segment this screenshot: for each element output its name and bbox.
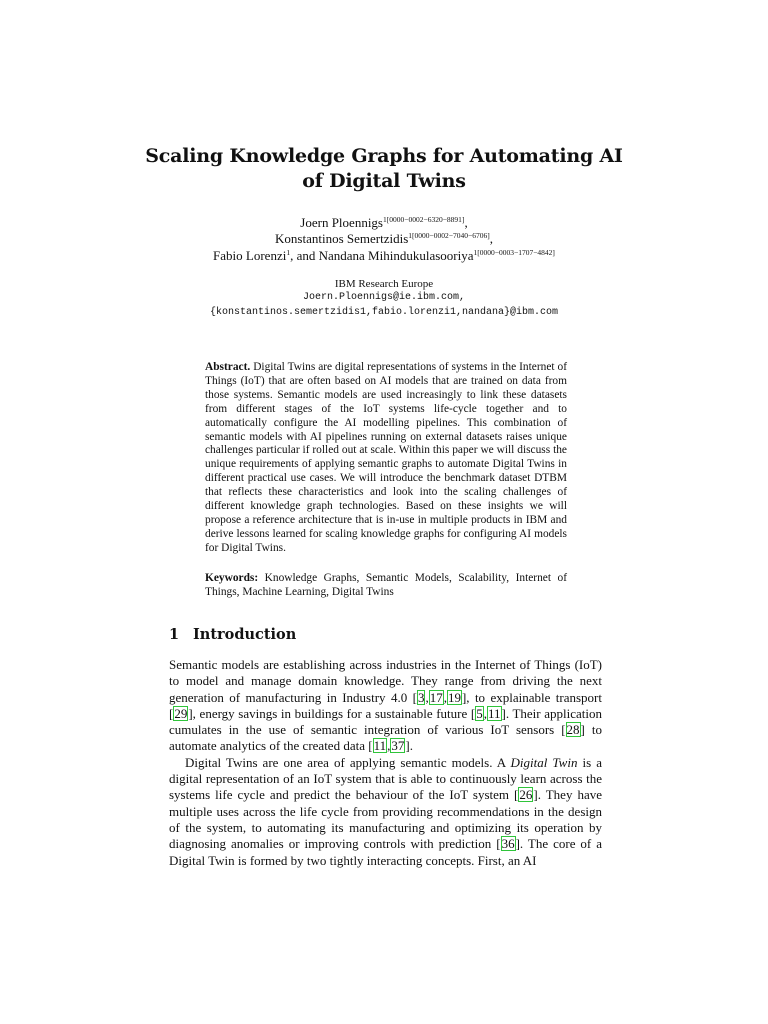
section-heading [169,626,296,644]
body-text-run: ]. The core of a Digital Twin is formed by two tightly interacting concepts. First, an AI [169,836,603,868]
title-line-1: Scaling Knowledge Graphs for Automating AI [145,145,623,167]
citation-link[interactable] [173,706,188,721]
affiliation-org: IBM Research Europe [334,278,434,290]
author-name: Fabio Lorenzi [213,247,287,263]
title-line-2: of Digital Twins [302,170,466,192]
author-name: Konstantinos Semertzidis [275,231,409,247]
citation-number: 11 [373,738,387,754]
paragraph-1 [169,657,602,755]
body-text-run: Digital Twins are one area of applying semantic models. A [185,754,511,770]
paragraph-2 [169,755,602,869]
keywords-paragraph [205,572,567,600]
citation-link[interactable] [501,836,516,851]
paper-title [0,144,768,194]
citation-number: 5 [476,705,483,721]
author-line-2 [0,231,768,247]
body-text-run: Semantic models are establishing across industries in the Internet of Things (IoT) to model and manage domain knowledge. They range from driving the next generation of manufacturing in Industry 4.0 [ [169,657,602,705]
citation-link[interactable] [566,722,581,737]
citation-link[interactable] [475,706,484,721]
author-line-3 [0,248,768,264]
section-number: 1 [169,626,180,643]
citation-number: 19 [447,689,461,705]
citation-separator: , [443,689,447,705]
body-text-run: ], energy savings in buildings for a sustainable future [ [188,705,476,721]
email-line-2: {konstantinos.semertzidis1,fabio.lorenzi1,nandana}@ibm.com [209,306,559,318]
citation-number: 3 [417,689,425,705]
citation-separator: , [483,705,487,721]
author-line-1 [0,215,768,231]
section-title: Introduction [193,626,297,643]
citation-number: 36 [501,836,515,852]
body-text [169,657,602,869]
keywords-text: Knowledge Graphs, Semantic Models, Scalability, Internet of Things, Machine Learning, Digital Twins [205,572,567,598]
citation-number: 37 [391,738,405,754]
citation-separator: , [387,738,391,754]
body-text-run: ]. Their application cumulates in the use of semantic integration of various IoT sensors [ [169,705,602,738]
affiliation-block [0,277,768,320]
citation-link[interactable] [429,690,444,705]
citation-link[interactable] [487,706,502,721]
body-text-run: is a digital representation of an IoT system that is able to continuously learn across the systems life cycle and predict the behaviour of the IoT system [ [169,754,602,803]
citation-number: 26 [519,787,533,803]
orcid-superscript: 1[0000−0002−6320−8891] [383,215,465,224]
body-text-run: ], to explainable transport [ [169,689,602,721]
citation-separator: , [425,689,429,705]
abstract-text: Digital Twins are digital representations of systems in the Internet of Things (IoT) that are often based on AI models that are trained on data from those systems. Semantic models are used increasingly to link these datasets from different stages of the IoT systems life-cycle together and to automatically configure the AI modelling pipelines. This combination of semantic models with AI pipelines running on external datasets raises unique challenges particular if rolled out at scale. Within this paper we will discuss the unique requirements of applying semantic graphs to automate Digital Twins in different practical use cases. We will introduce the benchmark dataset DTBM that reflects these characteristics and look into the scaling challenges of different knowledge graph technologies. Based on these insights we will propose a reference architecture that is in-use in multiple products in IBM and derive lessons learned for scaling knowledge graphs for configuring AI models for Digital Twins. [205,361,567,554]
orcid-superscript: 1[0000−0003−1707−4842] [473,247,555,257]
orcid-superscript: 1[0000−0002−7040−6706] [408,231,490,241]
abstract-paragraph [205,361,567,556]
citation-link[interactable] [447,690,462,705]
citation-number: 17 [429,689,443,705]
citation-number: 29 [174,705,188,721]
body-text-run: ]. They have multiple uses across the life cycle from providing recommendations in the design of the system, to automating its manufacturing and optimizing its operation by diagnosing anomalies or improving controls with prediction [ [169,787,602,852]
citation-number: 11 [487,705,501,721]
citation-number: 28 [566,722,580,738]
body-text-run: ]. [405,738,413,754]
citation-link[interactable] [373,738,391,754]
citation-link[interactable] [518,787,533,802]
author-name: , and Nandana Mihindukulasooriya [290,247,474,263]
author-separator: , [489,231,493,247]
citation-link[interactable] [390,738,405,753]
emphasis-text: Digital Twin [510,754,578,770]
author-separator: , [464,215,468,230]
abstract-label: Abstract. [205,361,251,373]
author-name: Joern Ploennigs [300,215,383,230]
author-list [0,215,768,264]
keywords-label: Keywords: [205,572,259,584]
body-text-run: ] to automate analytics of the created data [ [169,722,602,754]
affiliation-superscript: 1 [286,247,291,257]
email-line-1: Joern.Ploennigs@ie.ibm.com, [302,292,466,304]
